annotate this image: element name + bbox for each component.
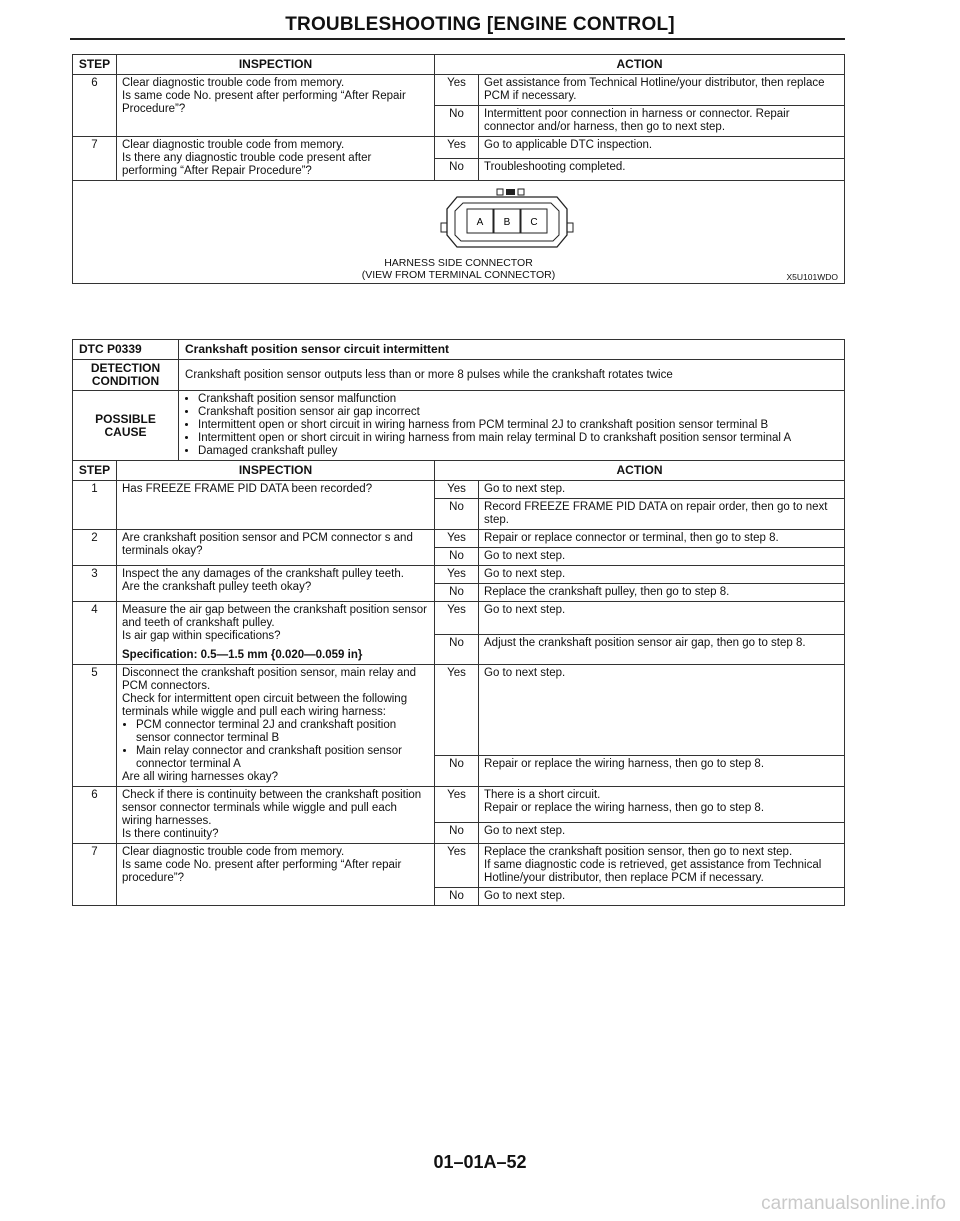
- no-action: Go to next step.: [479, 823, 845, 844]
- step-number: 4: [73, 602, 117, 665]
- step-number: 6: [73, 75, 117, 137]
- terminal-check-item: • Main relay connector and crankshaft position sensor connector terminal A: [136, 745, 429, 771]
- no-label: No: [435, 106, 479, 137]
- table-row: [73, 530, 845, 548]
- no-action: Repair or replace the wiring harness, then go to step 8.: [479, 756, 845, 787]
- inspection-text: Disconnect the crankshaft position sensor, main relay and PCM connectors. Check for intermittent open circuit between the following terminals while wiggle and pull each wiring harness:: [122, 667, 417, 718]
- detection-label: DETECTION CONDITION: [73, 360, 179, 391]
- table-row: [73, 481, 845, 499]
- table-row: [73, 137, 845, 159]
- page-title: TROUBLESHOOTING [ENGINE CONTROL]: [285, 14, 675, 35]
- inspection-text: Are crankshaft position sensor and PCM connector s and terminals okay?: [117, 530, 435, 566]
- yes-action: Go to next step.: [479, 602, 845, 635]
- connector-caption-line2: (VIEW FROM TERMINAL CONNECTOR): [361, 269, 556, 281]
- dtc-title: Crankshaft position sensor circuit intermittent: [179, 340, 845, 360]
- inspection-text: Check if there is continuity between the crankshaft position sensor connector terminals while wiggle and pull each wiring harnesses. Is there continuity?: [117, 787, 435, 844]
- no-label: No: [435, 584, 479, 602]
- yes-label: Yes: [435, 566, 479, 584]
- no-action: Intermittent poor connection in harness or connector. Repair connector and/or harness, then go to next step.: [479, 106, 845, 137]
- terminal-c-label: C: [530, 217, 538, 228]
- col-step: STEP: [73, 461, 117, 481]
- figure-code: X5U101WDO: [786, 272, 838, 282]
- table-row: [73, 844, 845, 888]
- connector-figure: [73, 181, 845, 284]
- yes-action: Go to next step.: [479, 481, 845, 499]
- yes-action: Go to next step.: [479, 566, 845, 584]
- possible-cause-label: POSSIBLE CAUSE: [73, 391, 179, 461]
- table-header-row: [73, 461, 845, 481]
- step-number: 6: [73, 787, 117, 844]
- inspection-text: Has FREEZE FRAME PID DATA been recorded?: [117, 481, 435, 530]
- yes-action: Get assistance from Technical Hotline/your distributor, then replace PCM if necessary.: [479, 75, 845, 106]
- col-inspection: INSPECTION: [117, 461, 435, 481]
- yes-action: There is a short circuit. Repair or replace the wiring harness, then go to step 8.: [479, 787, 845, 823]
- step-number: 5: [73, 665, 117, 787]
- no-label: No: [435, 548, 479, 566]
- step-number: 2: [73, 530, 117, 566]
- no-action: Go to next step.: [479, 888, 845, 906]
- connector-figure-row: [73, 181, 845, 284]
- specification: Specification: 0.5—1.5 mm {0.020—0.059 in}: [122, 649, 363, 661]
- no-action: Go to next step.: [479, 548, 845, 566]
- terminal-check-item: • PCM connector terminal 2J and crankshaft position sensor connector terminal B: [136, 719, 429, 745]
- cause-item: • Intermittent open or short circuit in wiring harness from main relay terminal D to crankshaft position sensor terminal A: [198, 432, 839, 445]
- col-action: ACTION: [435, 461, 845, 481]
- step-number: 7: [73, 137, 117, 181]
- inspection-text: Inspect the any damages of the crankshaft pulley teeth. Are the crankshaft pulley teeth okay?: [117, 566, 435, 602]
- col-inspection: INSPECTION: [117, 55, 435, 75]
- cause-item: • Intermittent open or short circuit in wiring harness from PCM terminal 2J to crankshaft position sensor terminal B: [198, 419, 839, 432]
- inspection-cell: [117, 602, 435, 665]
- page-number: 01–01A–52: [433, 1152, 527, 1172]
- yes-label: Yes: [435, 137, 479, 159]
- cause-item: • Damaged crankshaft pulley: [198, 445, 839, 458]
- no-action: Adjust the crankshaft position sensor air gap, then go to step 8.: [479, 635, 845, 665]
- inspection-question: Are all wiring harnesses okay?: [122, 771, 278, 783]
- possible-cause-list: [179, 391, 845, 461]
- table-row: [73, 75, 845, 106]
- table-header-row: [73, 55, 845, 75]
- no-label: No: [435, 888, 479, 906]
- possible-cause-row: [73, 391, 845, 461]
- dtc-header-row: [73, 340, 845, 360]
- col-action: ACTION: [435, 55, 845, 75]
- no-action: Record FREEZE FRAME PID DATA on repair order, then go to next step.: [479, 499, 845, 530]
- yes-label: Yes: [435, 844, 479, 888]
- table-row: [73, 787, 845, 823]
- yes-action: Go to next step.: [479, 665, 845, 756]
- inspection-text: Measure the air gap between the crankshaft position sensor and teeth of crankshaft pulley. Is air gap within specifications?: [122, 604, 427, 642]
- yes-label: Yes: [435, 602, 479, 635]
- yes-label: Yes: [435, 530, 479, 548]
- no-label: No: [435, 635, 479, 665]
- harness-connector-diagram: [417, 187, 597, 257]
- no-label: No: [435, 159, 479, 181]
- yes-action: Repair or replace connector or terminal, then go to step 8.: [479, 530, 845, 548]
- no-action: Replace the crankshaft pulley, then go to step 8.: [479, 584, 845, 602]
- yes-label: Yes: [435, 787, 479, 823]
- yes-action: Go to applicable DTC inspection.: [479, 137, 845, 159]
- detection-row: [73, 360, 845, 391]
- title-rule: [70, 38, 845, 40]
- col-step: STEP: [73, 55, 117, 75]
- yes-label: Yes: [435, 481, 479, 499]
- table-row: [73, 665, 845, 756]
- inspection-text: Clear diagnostic trouble code from memory. Is there any diagnostic trouble code present after performing “After Repair Procedure”?: [117, 137, 435, 181]
- step-number: 7: [73, 844, 117, 906]
- yes-action: Replace the crankshaft position sensor, then go to next step. If same diagnostic code is retrieved, get assistance from Technical Hotline/your distributor, then replace PCM if necessary.: [479, 844, 845, 888]
- detection-text: Crankshaft position sensor outputs less than or more 8 pulses while the crankshaft rotates twice: [179, 360, 845, 391]
- cause-item: • Crankshaft position sensor air gap incorrect: [198, 406, 839, 419]
- connector-caption-line1: HARNESS SIDE CONNECTOR: [384, 257, 533, 269]
- cause-item: • Crankshaft position sensor malfunction: [198, 393, 839, 406]
- table-row: [73, 602, 845, 635]
- inspection-text: Clear diagnostic trouble code from memory. Is same code No. present after performing “After repair procedure”?: [117, 844, 435, 906]
- connector-caption: [73, 257, 844, 281]
- watermark: carmanualsonline.info: [761, 1193, 946, 1214]
- terminal-a-label: A: [476, 217, 484, 228]
- no-label: No: [435, 823, 479, 844]
- inspection-table-continued: [72, 54, 845, 284]
- terminal-b-label: B: [503, 217, 511, 228]
- dtc-code: DTC P0339: [73, 340, 179, 360]
- no-label: No: [435, 499, 479, 530]
- no-action: Troubleshooting completed.: [479, 159, 845, 181]
- step-number: 1: [73, 481, 117, 530]
- inspection-text: Clear diagnostic trouble code from memory. Is same code No. present after performing “After Repair Procedure”?: [117, 75, 435, 137]
- inspection-cell: [117, 665, 435, 787]
- table-row: [73, 566, 845, 584]
- step-number: 3: [73, 566, 117, 602]
- dtc-p0339-table: [72, 339, 845, 906]
- yes-label: Yes: [435, 75, 479, 106]
- yes-label: Yes: [435, 665, 479, 756]
- no-label: No: [435, 756, 479, 787]
